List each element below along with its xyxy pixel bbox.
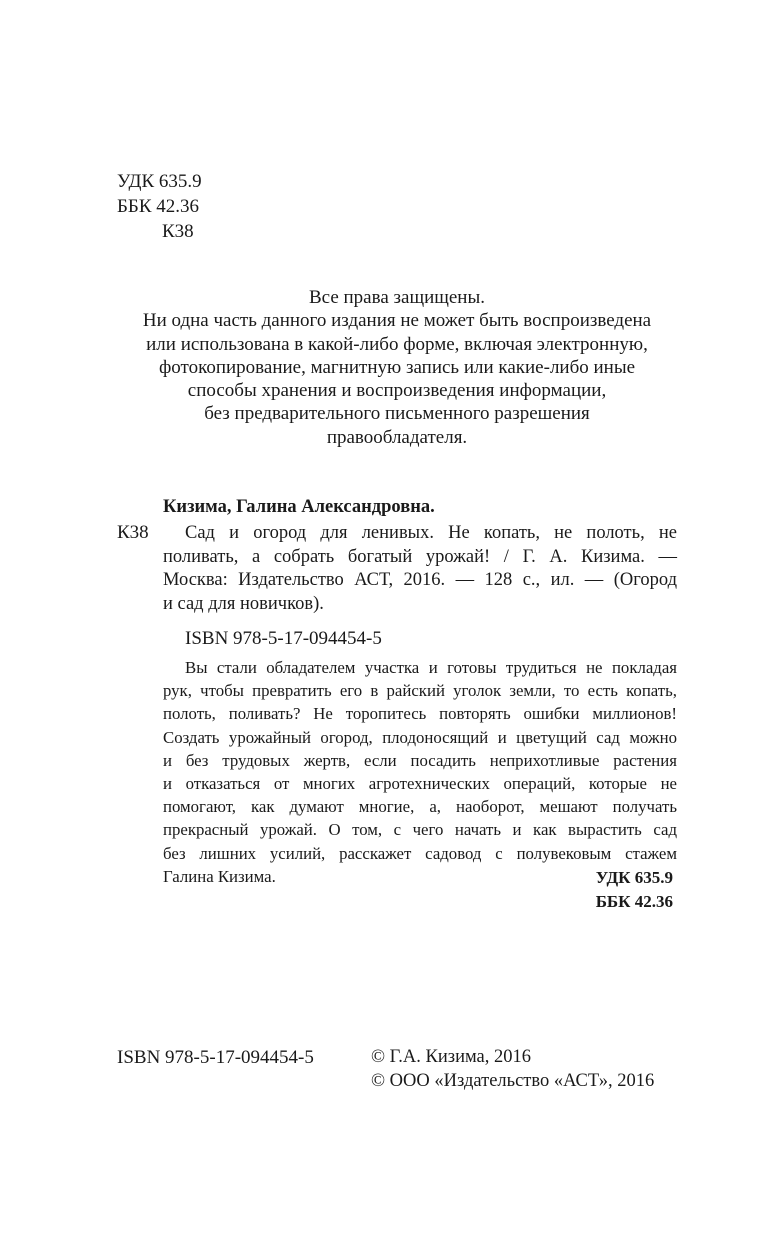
author-sign-side: К38 bbox=[117, 522, 149, 543]
classification-bottom bbox=[596, 866, 673, 914]
biblio-line: Москва: Издательство АСТ, 2016. — 128 с., ил. — (Огород bbox=[163, 570, 677, 590]
annotation-line: и отказаться от многих агротехнических операций, которые не bbox=[163, 774, 677, 794]
annotation-line: Вы стали обладателем участка и готовы трудиться не покладая bbox=[185, 658, 677, 677]
bbk-code: ББК 42.36 bbox=[117, 196, 199, 217]
annotation-line: помогают, как думают многие, а, наоборот, мешают получать bbox=[163, 797, 677, 817]
rights-line: Ни одна часть данного издания не может быть воспроизведена bbox=[142, 310, 652, 332]
rights-line: Все права защищены. bbox=[308, 287, 485, 308]
rights-line: способы хранения и воспроизведения информации, bbox=[187, 380, 607, 402]
rights-line: или использована в какой-либо форме, включая электронную, bbox=[146, 333, 648, 355]
bbk-code-bottom: ББК 42.36 bbox=[595, 892, 673, 911]
author-heading: Кизима, Галина Александровна. bbox=[163, 497, 435, 517]
isbn-record: ISBN 978-5-17-094454-5 bbox=[185, 628, 382, 649]
annotation-line: без лишних усилий, расскажет садовод с полувековым стажем bbox=[163, 843, 677, 863]
udk-code-bottom: УДК 635.9 bbox=[595, 868, 673, 887]
annotation-line: Создать урожайный огород, плодоносящий и цветущий сад можно bbox=[163, 727, 677, 747]
annotation-line: прекрасный урожай. О том, с чего начать и как вырастить сад bbox=[163, 820, 677, 840]
annotation-line: рук, чтобы превратить его в райский уголок земли, то есть копать, bbox=[163, 681, 677, 701]
classification-top bbox=[117, 170, 202, 245]
copyright-author: © Г.А. Кизима, 2016 bbox=[371, 1047, 532, 1067]
biblio-line: поливать, а собрать богатый урожай! / Г. А. Кизима. — bbox=[163, 546, 677, 567]
bibliographic-description bbox=[163, 522, 677, 616]
udk-code: УДК 635.9 bbox=[117, 171, 202, 192]
rights-line: без предварительного письменного разрешения bbox=[204, 403, 590, 425]
footer-isbn: ISBN 978-5-17-094454-5 bbox=[117, 1047, 314, 1068]
rights-line: правообладателя. bbox=[326, 426, 468, 448]
biblio-line: и сад для новичков). bbox=[163, 593, 324, 614]
author-sign: К38 bbox=[162, 221, 194, 242]
annotation bbox=[163, 656, 677, 888]
annotation-line: Галина Кизима. bbox=[163, 866, 276, 886]
rights-notice bbox=[117, 286, 677, 449]
copyright-publisher: © ООО «Издательство «АСТ», 2016 bbox=[371, 1071, 655, 1091]
biblio-line: Сад и огород для ленивых. Не копать, не полоть, не bbox=[185, 523, 677, 543]
rights-line: фотокопирование, магнитную запись или какие-либо иные bbox=[158, 356, 636, 378]
annotation-line: и без трудовых жертв, если посадить неприхотливые растения bbox=[163, 750, 677, 770]
annotation-line: полоть, поливать? Не торопитесь повторять ошибки миллионов! bbox=[163, 704, 677, 724]
